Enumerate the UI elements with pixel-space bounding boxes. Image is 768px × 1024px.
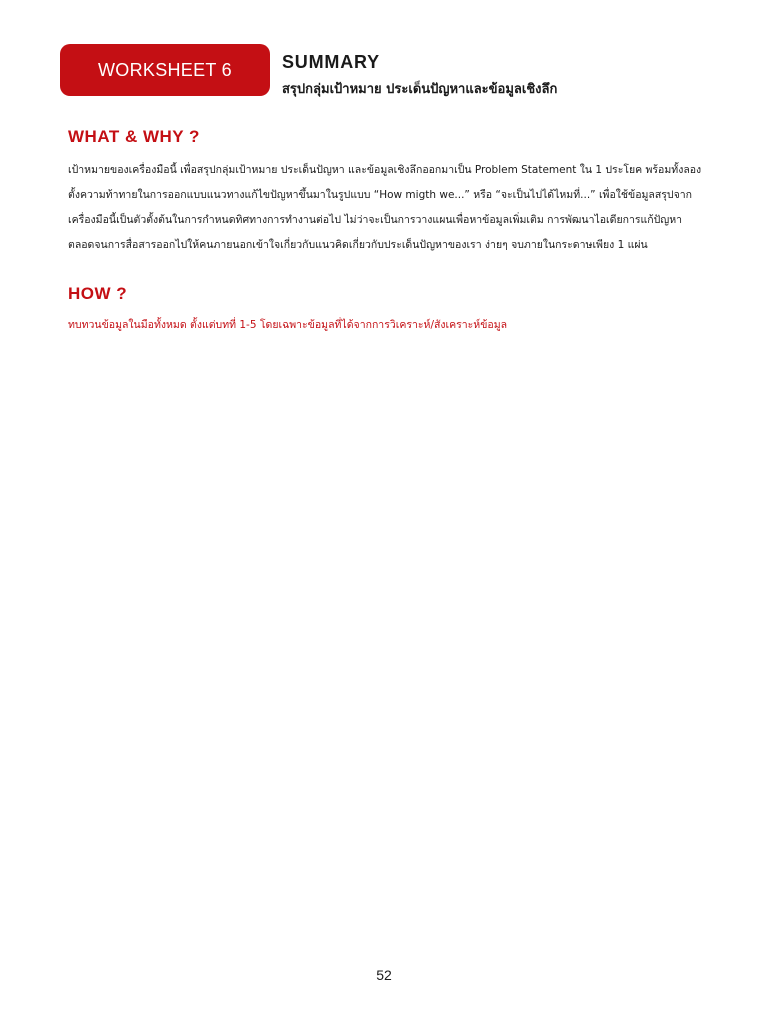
what-why-line: ตั้งความท้าทายในการออกแบบแนวทางแก้ไขปัญหาขึ้นมาในรูปแบบ “How migth we...” หรือ “จะเป็นไปได้ไหมที่...” เพื่อใช้ข้อมูลสรุปจาก bbox=[68, 189, 692, 201]
what-why-line: เครื่องมือนี้เป็นตัวตั้งต้นในการกำหนดทิศทางการทำงานต่อไป ไม่ว่าจะเป็นการวางแผนเพื่อหาข้อมูลเพิ่มเติม การพัฒนาไอเดียการแก้ปัญหา bbox=[68, 214, 683, 226]
what-why-heading: WHAT & WHY ? bbox=[68, 127, 200, 146]
page-subtitle: สรุปกลุ่มเป้าหมาย ประเด็นปัญหาและข้อมูลเชิงลึก bbox=[282, 82, 558, 97]
how-heading: HOW ? bbox=[68, 284, 128, 303]
what-why-line: เป้าหมายของเครื่องมือนี้ เพื่อสรุปกลุ่มเป้าหมาย ประเด็นปัญหา และข้อมูลเชิงลึกออกมาเป็น Problem Statement ใน 1 ประโยค พร้อมทั้งลอง bbox=[68, 164, 702, 176]
what-why-line: ตลอดจนการสื่อสารออกไปให้คนภายนอกเข้าใจเกี่ยวกับแนวคิดเกี่ยวกับประเด็นปัญหาของเรา ง่ายๆ จบภายในกระดาษเพียง 1 แผ่น bbox=[68, 239, 648, 251]
what-why-body bbox=[68, 158, 708, 258]
worksheet-badge: WORKSHEET 6 bbox=[60, 44, 270, 96]
how-body: ทบทวนข้อมูลในมือทั้งหมด ตั้งแต่บทที่ 1-5 โดยเฉพาะข้อมูลที่ได้จากการวิเคราะห์/สังเคราะห์ข้อมูล bbox=[68, 319, 508, 331]
page-number: 52 bbox=[376, 967, 392, 983]
page-title: SUMMARY bbox=[282, 52, 380, 72]
